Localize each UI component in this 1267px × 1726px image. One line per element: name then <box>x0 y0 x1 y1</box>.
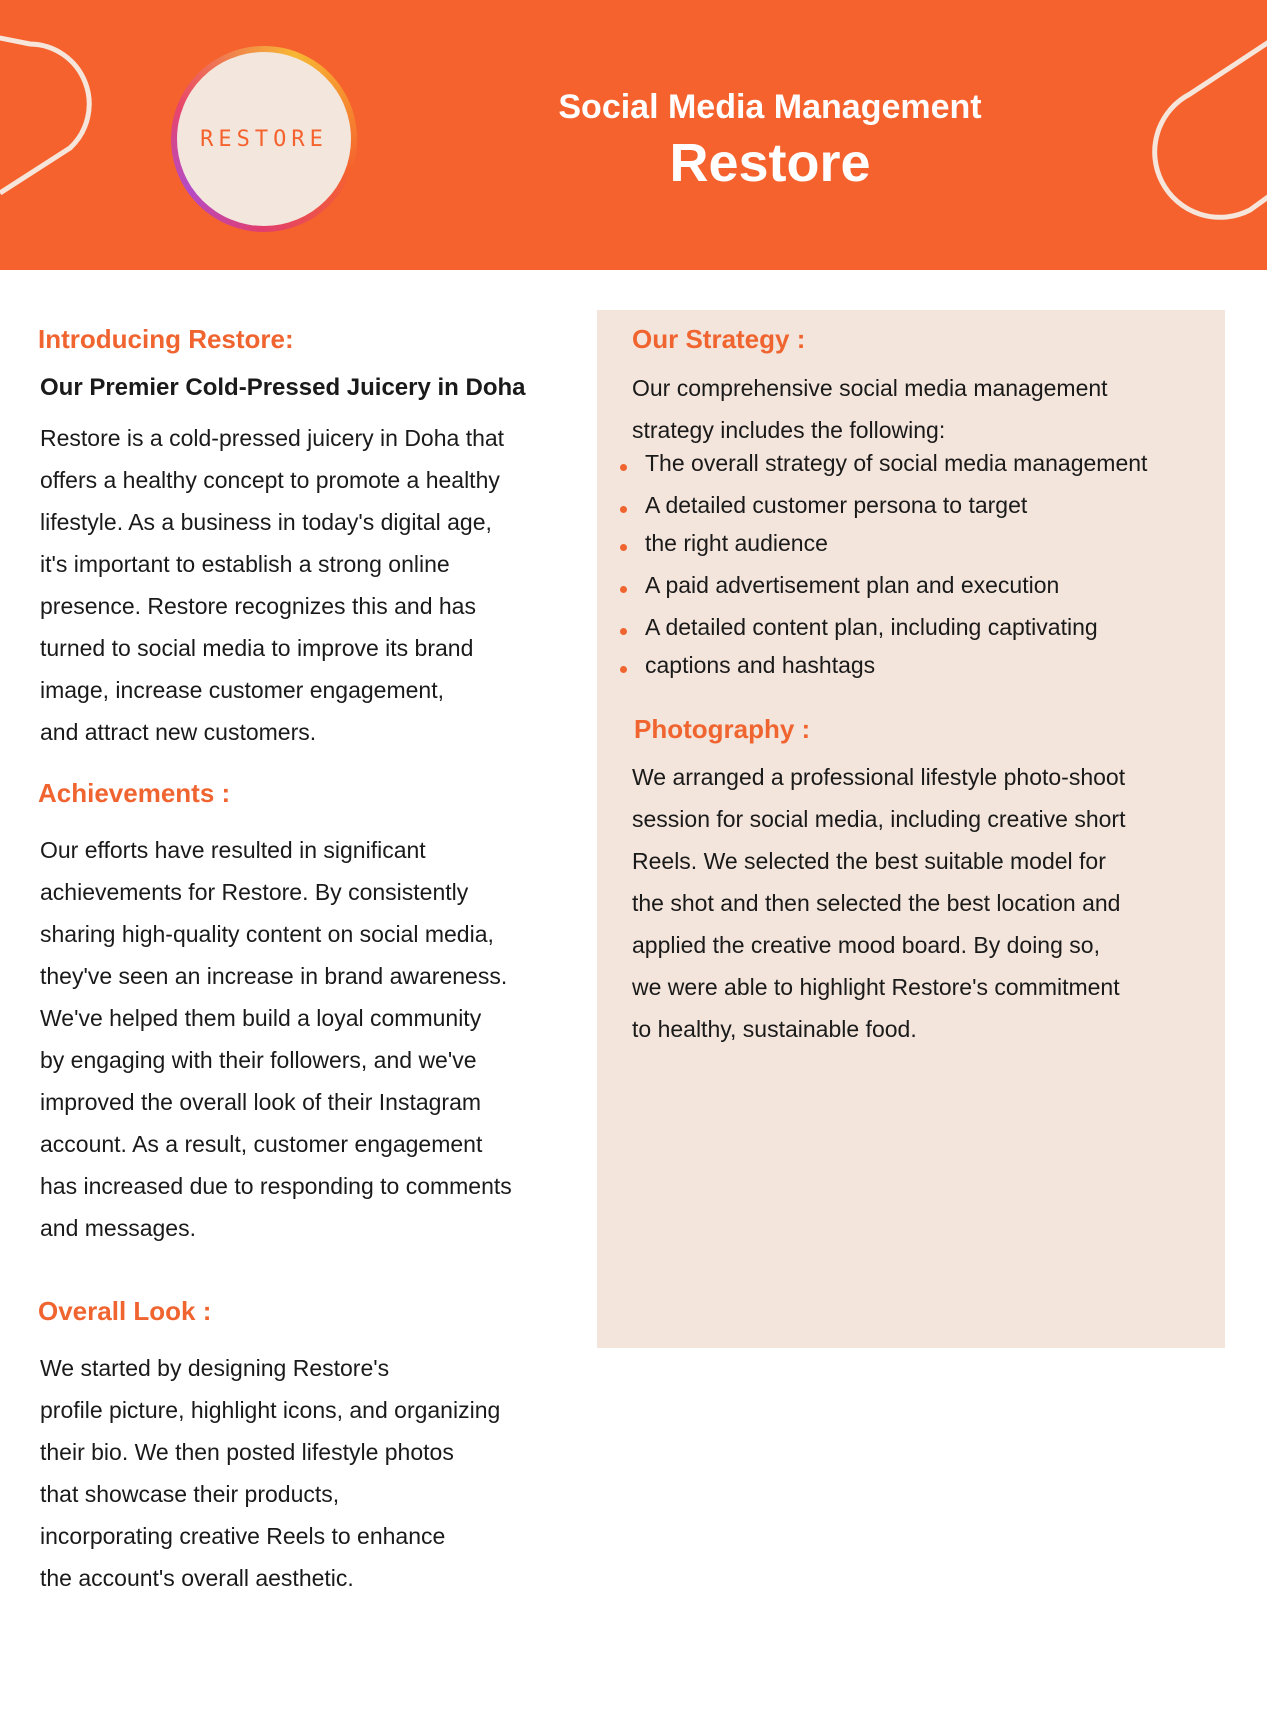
overall-look-text-line: profile picture, highlight icons, and organizing <box>40 1397 501 1423</box>
left-curve <box>0 34 89 193</box>
photography-text-line: Reels. We selected the best suitable model for <box>632 848 1106 874</box>
bullet-dot-icon <box>620 544 627 551</box>
photography-text-line: applied the creative mood board. By doing so, <box>632 932 1100 958</box>
intro-paragraph <box>40 417 504 753</box>
achievements-text-line: sharing high-quality content on social media, <box>40 921 494 947</box>
strategy-bullet-text: A detailed content plan, including captivating <box>645 614 1098 640</box>
overall-look-text-line: their bio. We then posted lifestyle photos <box>40 1439 454 1465</box>
intro-text-line: turned to social media to improve its brand <box>40 635 474 661</box>
overall-look-text-line: We started by designing Restore's <box>40 1355 390 1381</box>
strategy-bullet-text: captions and hashtags <box>645 652 876 678</box>
logo-text: RESTORE <box>200 126 328 152</box>
achievements-text-line: achievements for Restore. By consistently <box>40 879 469 905</box>
bullet-dot-icon <box>620 506 627 513</box>
logo-badge <box>171 46 357 232</box>
achievements-text-line: Our efforts have resulted in significant <box>40 837 426 863</box>
achievements-text-line: by engaging with their followers, and we've <box>40 1047 477 1073</box>
intro-text-line: offers a healthy concept to promote a healthy <box>40 467 500 493</box>
photography-paragraph <box>632 756 1125 1050</box>
logo-circle <box>177 52 351 226</box>
photography-text-line: We arranged a professional lifestyle photo-shoot <box>632 764 1126 790</box>
achievements-text-line: they've seen an increase in brand awareness. <box>40 963 508 989</box>
intro-subheading: Our Premier Cold-Pressed Juicery in Doha <box>40 374 526 401</box>
overall-look-text-line: the account's overall aesthetic. <box>40 1565 354 1591</box>
intro-text-line: and attract new customers. <box>40 719 317 745</box>
strategy-bullet-text: A paid advertisement plan and execution <box>645 572 1060 598</box>
photography-text-line: session for social media, including creative short <box>632 806 1126 832</box>
achievements-text-line: We've helped them build a loyal community <box>40 1005 482 1031</box>
achievements-text-line: has increased due to responding to comments <box>40 1173 512 1199</box>
strategy-bullet-text: the right audience <box>645 530 828 556</box>
intro-text-line: image, increase customer engagement, <box>40 677 444 703</box>
bullet-dot-icon <box>620 464 627 471</box>
strategy-intro-line: strategy includes the following: <box>632 417 946 443</box>
header-title: Restore <box>669 133 871 193</box>
strategy-intro-line: Our comprehensive social media management <box>632 375 1108 401</box>
photography-text-line: we were able to highlight Restore's commitment <box>632 974 1120 1000</box>
intro-text-line: presence. Restore recognizes this and has <box>40 593 476 619</box>
right-curve <box>1155 38 1267 217</box>
bullet-dot-icon <box>620 666 627 673</box>
intro-heading: Introducing Restore: <box>38 324 294 354</box>
achievements-paragraph <box>40 829 512 1249</box>
photography-heading: Photography : <box>634 714 811 744</box>
overall-look-text-line: incorporating creative Reels to enhance <box>40 1523 446 1549</box>
intro-text-line: Restore is a cold-pressed juicery in Doha that <box>40 425 505 451</box>
overall-look-text-line: that showcase their products, <box>40 1481 340 1507</box>
achievements-text-line: improved the overall look of their Instagram <box>40 1089 482 1115</box>
intro-text-line: it's important to establish a strong online <box>40 551 450 577</box>
intro-text-line: lifestyle. As a business in today's digital age, <box>40 509 492 535</box>
achievements-heading: Achievements : <box>38 778 231 808</box>
strategy-intro <box>632 367 1108 451</box>
strategy-heading: Our Strategy : <box>632 324 806 354</box>
strategy-bullet-text: The overall strategy of social media management <box>645 450 1148 476</box>
photography-text-line: to healthy, sustainable food. <box>632 1016 917 1042</box>
overall-look-heading: Overall Look : <box>38 1296 212 1326</box>
bullet-dot-icon <box>620 628 627 635</box>
overall-look-paragraph <box>40 1347 500 1599</box>
photography-text-line: the shot and then selected the best location and <box>632 890 1121 916</box>
achievements-text-line: and messages. <box>40 1215 196 1241</box>
header-subtitle: Social Media Management <box>558 88 982 126</box>
header-banner <box>0 0 1267 270</box>
bullet-dot-icon <box>620 586 627 593</box>
achievements-text-line: account. As a result, customer engagement <box>40 1131 483 1157</box>
strategy-bullet-text: A detailed customer persona to target <box>645 492 1028 518</box>
